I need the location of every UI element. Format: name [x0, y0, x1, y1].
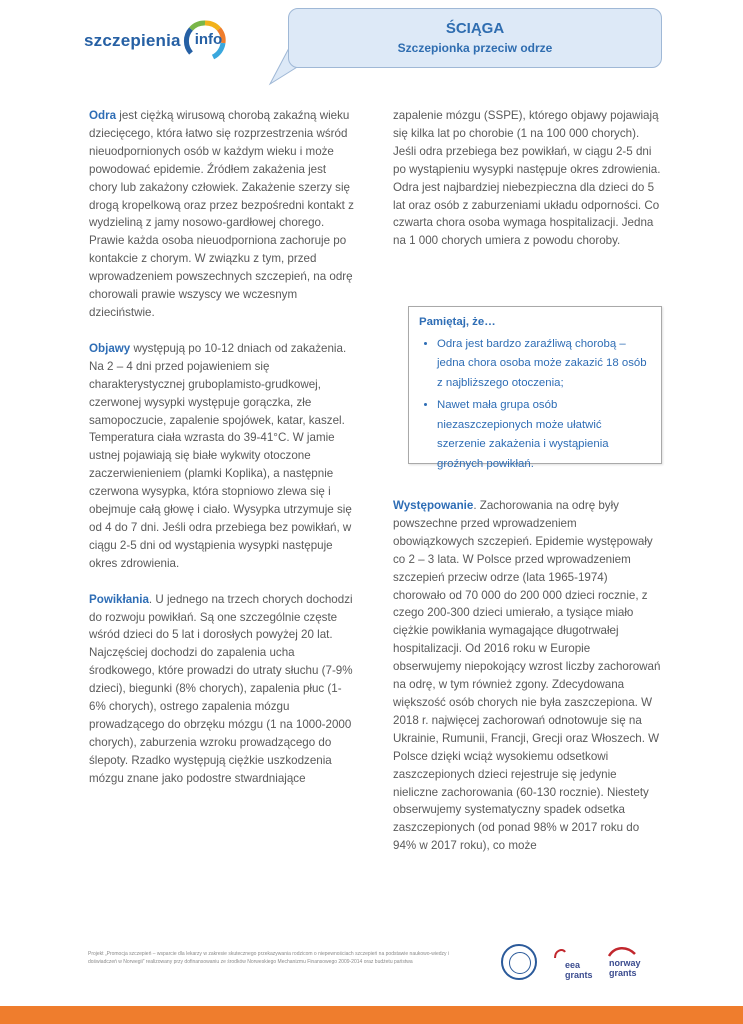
- right-column-bottom: [393, 497, 661, 873]
- logo-ring-icon: [183, 19, 227, 63]
- reminder-title: Pamiętaj, że…: [419, 316, 496, 328]
- reminder-list: [419, 335, 651, 475]
- paragraph-text: występują po 10-12 dniach od zakażenia. Na 2 – 4 dni przed pojawieniem się charakterystycznej gruboplamisto-grudkowej, czerwonej wysypki występuje gorączka, złe samopoczucie, zapalenie spojówek, katar, kaszel. Temperatura ciała wzrasta do 39-41°C. W jamie ustnej pojawiają się białe wykwity otoczone zaczerwienieniem (plamki Koplika), a następnie czerwona wysypka, która stopniowo zlewa się i obejmuje całą głowę i ciało. Wysypka utrzymuje się od 4 do 7 dni. Jeśli odra przebiega bez powikłań, w ciągu 2-5 dni od wystąpienia wysypki następuje okres zdrowienia.: [89, 341, 352, 570]
- paragraph-objawy: [89, 340, 357, 573]
- paragraph-text: . Zachorowania na odrę były powszechne przed wprowadzeniem obowiązkowych szczepień. Epidemie występowały co 2 – 3 lata. W Polsce przed wprowadzeniem szczepień przeciw odrze (lata 1965-1974) chorowało od 70 000 do 200 000 dzieci rocznie, z czego 200-300 dzieci umierało, a tysiące miało ciężkie powikłania wymagające długotrwałej hospitalizacji. Od 2016 roku w Europie obserwujemy niepokojący wzrost liczby zachorowań na odrę, w tym również zgony. Zdecydowana większość osób chorych nie była zaszczepiona. W 2018 r. najwięcej zachorowań odnotowuje się na Ukrainie, Rumunii, Francji, Grecji oraz Włoszech. W Polsce dzięki wciąż wysokiemu odsetkowi zaszczepionych dzieci rejestruje się jedynie nieliczne zachorowania (60-130 rocznie). Niestety obserwujemy systematyczny spadek odsetka zaszczepionych (od ponad 98% w 2017 roku do 94% w 2017 roku), co może: [393, 499, 661, 853]
- norway-grants-label: norway grants: [609, 958, 641, 978]
- list-item: • Odra jest bardzo zaraźliwą chorobą – jedna chora osoba może zakazić 18 osób z najbliższego otoczenia;: [437, 335, 651, 394]
- page-title: ŚCIĄGA: [445, 20, 505, 37]
- paragraph-text: jest ciężką wirusową chorobą zakaźną wieku dziecięcego, która łatwo się rozprzestrzenia wśród nieuodpornionych osób w każdym wieku i może powodować epidemie. Źródłem zakażenia jest chory lub zakażony człowiek. Zakażenie szerzy się drogą kropelkową oraz przez bezpośredni kontakt z wydzieliną z jamy nosowo-gardłowej chorego. Prawie każda osoba nieuodporniona zachoruje po kontakcie z chorym. W związku z tym, przed wprowadzeniem powszechnych szczepień, na odrę chorowali prawie wszyscy we wczesnym dzieciństwie.: [89, 109, 354, 319]
- paragraph-powiklania: [89, 591, 357, 788]
- reminder-box: [408, 306, 662, 470]
- paragraph-odra: [89, 107, 357, 322]
- left-column: [89, 107, 357, 806]
- paragraph-wystepowanie: [393, 497, 661, 855]
- keyword: Występowanie: [393, 499, 474, 512]
- bottom-accent-bar: [0, 1006, 743, 1024]
- footer-logos: [501, 944, 661, 986]
- footer-note: Projekt „Promocja szczepień – wsparcie dla lekarzy w zakresie skutecznego przekazywania rodzicom o niepewnościach szczepień na podstawie naukowo-wiedzy i doświadczeń w Norwegii” realizowany przy dofinansowaniu ze środków Norweskiego Mechanizmu Finansowego 2009-2014 oraz budżetu państwa: [88, 951, 450, 965]
- title-box: [288, 8, 662, 68]
- page-subtitle: Szczepionka przeciw odrze: [397, 41, 553, 55]
- logo-word: szczepienia: [84, 31, 181, 50]
- site-logo: [84, 18, 227, 64]
- keyword: Powikłania: [89, 592, 149, 606]
- eea-grants-logo: [553, 946, 593, 982]
- institution-seal-icon: [501, 944, 537, 980]
- keyword: Objawy: [89, 341, 131, 355]
- list-item: • Nawet mała grupa osób niezaszczepionych może ułatwić szerzenie zakażenia i wystąpienia groźnych powikłań.: [437, 396, 651, 474]
- eea-swirl-icon: [553, 946, 567, 960]
- norway-grants-logo: [605, 946, 659, 982]
- paragraph-continuation: zapalenie mózgu (SSPE), którego objawy pojawiają się kilka lat po chorobie (1 na 100 000 chorych). Jeśli odra przebiega bez powikłań, w ciągu 2-5 dni po wystąpieniu wysypki następuje okres zdrowienia. Odra jest najbardziej niebezpieczna dla dzieci do 5 lat oraz osób z zaburzeniami układu odporności. Co czwarta chora osoba wymaga hospitalizacji. Jedna na 1 000 chorych umiera z powodu choroby.: [393, 109, 661, 248]
- logo-suffix: info: [194, 31, 223, 48]
- paragraph-text: . U jednego na trzech chorych dochodzi do rozwoju powikłań. Są one szczególnie częste wśród dzieci do 5 lat i dorosłych powyżej 20 lat. Najczęściej dochodzi do zapalenia ucha środkowego, które prowadzi do utraty słuchu (7-9% dzieci), biegunki (8% chorych), zapalenia płuc (1-6% chorych), ostrego zapalenia mózgu prowadzącego do obrzęku mózgu (1 na 1000-2000 chorych), zaburzenia wzroku prowadzącego do ślepoty. Rzadko występują ciężkie uszkodzenia mózgu znane jako podostre stwardniające: [89, 592, 353, 785]
- right-column-top: [393, 107, 661, 268]
- eea-grants-label: eea grants: [565, 960, 593, 980]
- keyword: Odra: [89, 109, 117, 122]
